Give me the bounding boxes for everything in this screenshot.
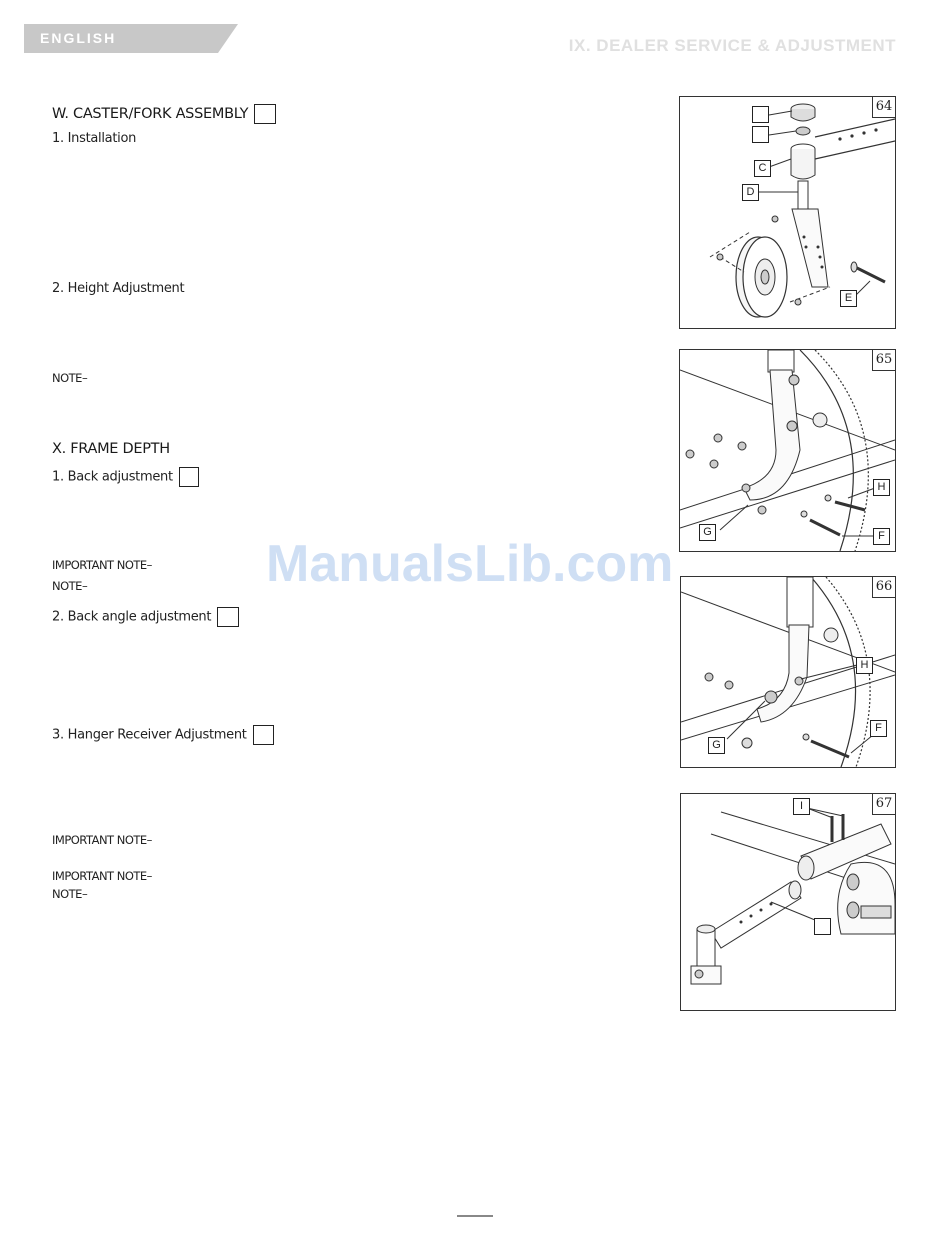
subheading-installation: 1. Installation [52, 131, 137, 146]
watermark: ManualsLib.com [266, 535, 674, 593]
note-label: NOTE– [52, 371, 88, 385]
checkbox-box [217, 607, 239, 627]
figure-66 [680, 576, 896, 768]
subheading-back-adjustment: 1. Back adjustment [52, 467, 199, 487]
note-label: NOTE– [52, 579, 88, 593]
callout-label: C [754, 160, 771, 177]
subheading-hanger-receiver: 3. Hanger Receiver Adjustment [52, 725, 274, 745]
heading-caster-fork: W. CASTER/FORK ASSEMBLY [52, 104, 276, 124]
important-note-label: IMPORTANT NOTE– [52, 558, 152, 572]
figure-67 [680, 793, 896, 1011]
callout-label [752, 126, 769, 143]
heading-frame-depth: X. FRAME DEPTH [52, 441, 170, 457]
callout-label: F [873, 528, 890, 545]
section-title: IX. DEALER SERVICE & ADJUSTMENT [568, 36, 896, 55]
language-label: ENGLISH [40, 30, 117, 46]
frame-depth-illustration [680, 350, 895, 551]
important-note-label: IMPORTANT NOTE– [52, 869, 152, 883]
checkbox-box [253, 725, 274, 745]
language-tab [24, 24, 238, 53]
figure-number: 66 [872, 577, 895, 598]
callout-label [752, 106, 769, 123]
note-label: NOTE– [52, 887, 88, 901]
figure-number: 64 [872, 97, 895, 118]
callout-label: H [873, 479, 890, 496]
callout-label: H [856, 657, 873, 674]
subheading-back-angle: 2. Back angle adjustment [52, 607, 239, 627]
subheading-height-adjustment: 2. Height Adjustment [52, 281, 185, 296]
callout-label: G [699, 524, 716, 541]
checkbox-box [254, 104, 276, 124]
caster-fork-illustration [680, 97, 895, 328]
checkbox-box [179, 467, 199, 487]
callout-label [814, 918, 831, 935]
callout-label: E [840, 290, 857, 307]
figure-number: 67 [872, 794, 895, 815]
callout-label: I [793, 798, 810, 815]
figure-number: 65 [872, 350, 895, 371]
figure-64 [679, 96, 896, 329]
hanger-receiver-illustration [681, 794, 895, 1010]
callout-label: D [742, 184, 759, 201]
figure-65 [679, 349, 896, 552]
important-note-label: IMPORTANT NOTE– [52, 833, 152, 847]
callout-label: G [708, 737, 725, 754]
callout-label: F [870, 720, 887, 737]
footer-rule [457, 1215, 493, 1217]
